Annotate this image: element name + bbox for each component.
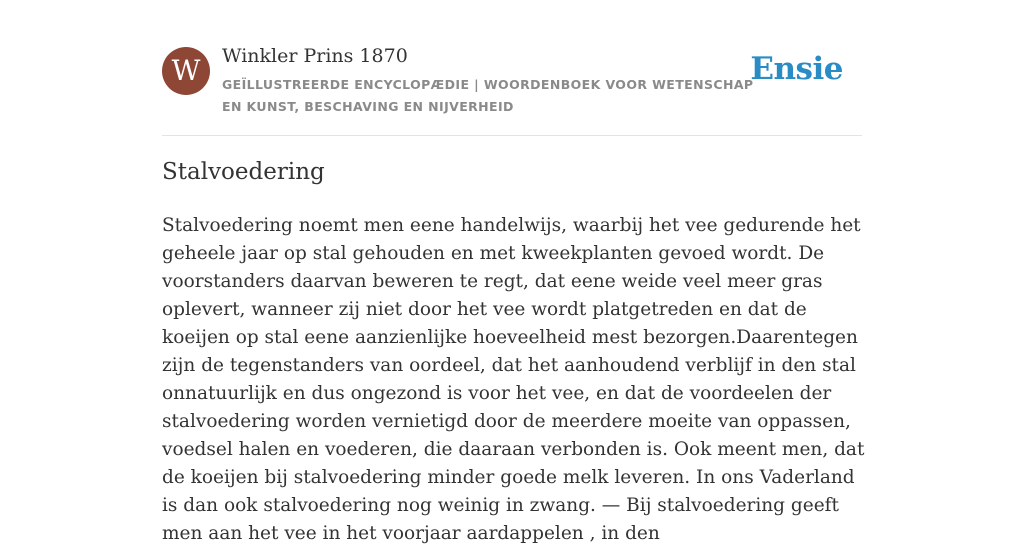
source-subtitle: GEÏLLUSTREERDE ENCYCLOPÆDIE | WOORDENBOEK VOOR WETENSCHAP EN KUNST, BESCHAVING EN NIJVERHEID [222, 77, 754, 114]
header [162, 44, 862, 135]
source-title[interactable]: Winkler Prins 1870 [222, 45, 408, 67]
header-divider [162, 135, 862, 136]
article-title: Stalvoedering [162, 159, 325, 185]
article-body: Stalvoedering noemt men eene handelwijs, waarbij het vee gedurende het geheele jaar op stal gehouden en met kweekplanten gevoed wordt. De voorstanders daarvan beweren te regt, dat eene weide veel meer gras oplevert, wanneer zij niet door het vee wordt platgetreden en dat de koeijen op stal eene aanzienlijke hoeveelheid mest bezorgen.Daarentegen zijn de tegenstanders van oordeel, dat het aanhoudend verblijf in den stal onnatuurlijk en dus ongezond is voor het vee, en dat de voordeelen der stalvoedering worden vernietigd door de meerdere moeite van oppassen, voedsel halen en voederen, die daaraan verbonden is. Ook meent men, dat de koeijen bij stalvoedering minder goede melk leveren. In ons Vaderland is dan ook stalvoedering nog weinig in zwang. — Bij stalvoedering geeft men aan het vee in het voorjaar aardappelen , in den [162, 215, 865, 544]
brand-logo[interactable]: Ensie [750, 51, 843, 87]
avatar[interactable]: W [162, 47, 210, 95]
